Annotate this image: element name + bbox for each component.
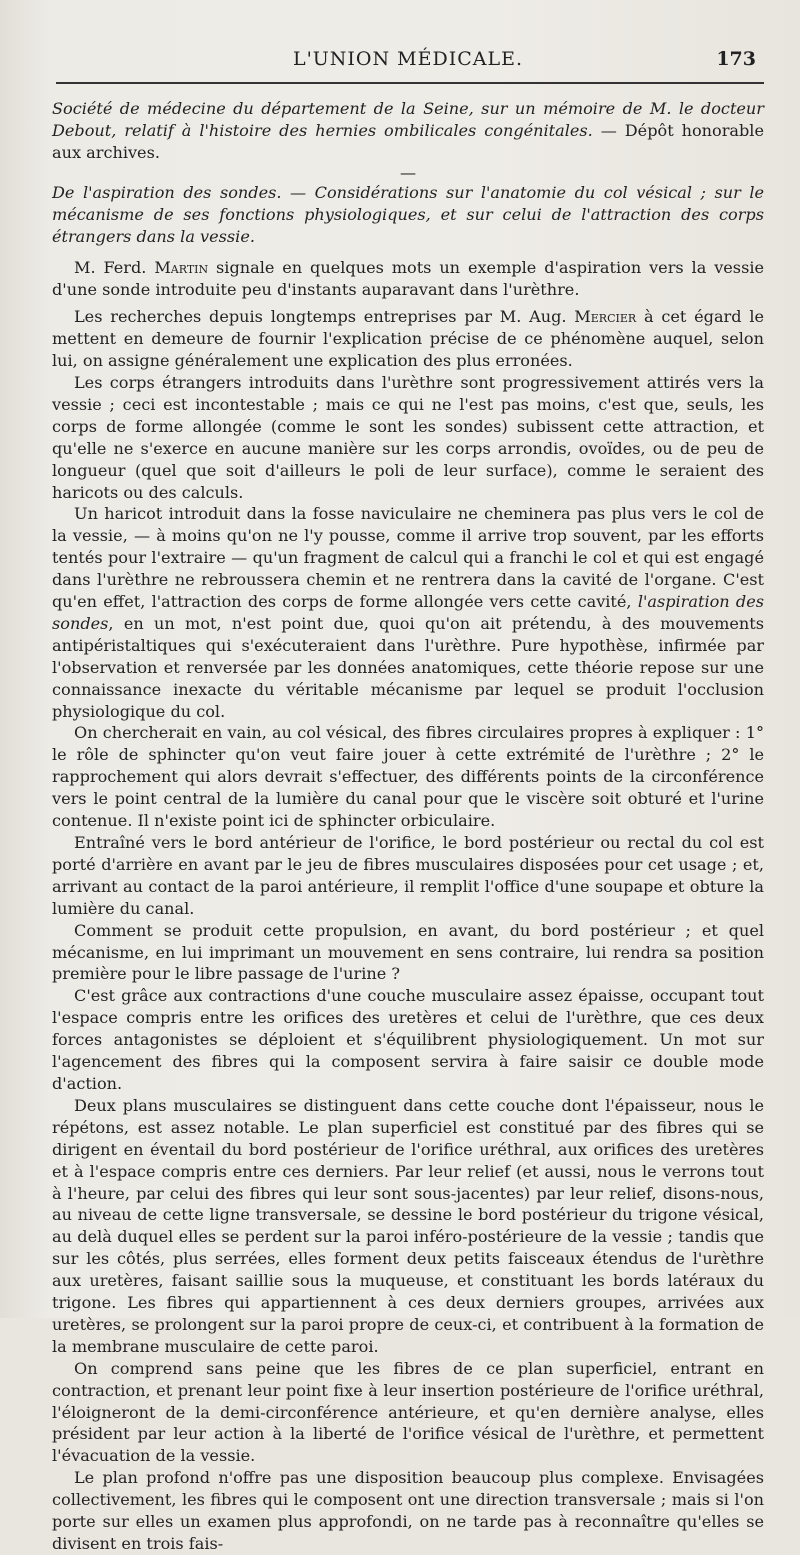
page-header: [52, 44, 764, 78]
author-name-mercier: Mercier: [574, 307, 637, 327]
paragraph-text: signale en quelques mots un exemple d'aspiration vers la vessie d'une sonde introduite peu d'instants auparavant dans l'urèthre.: [52, 258, 764, 300]
paragraph-bord-anterieur: Entraîné vers le bord antérieur de l'orifice, le bord postérieur ou rectal du col est porté d'arrière en avant par le jeu de fibres musculaires disposées pour cet usage ; et, arrivant au contact de la paroi antérieure, il remplit l'office d'une soupape et obture la lumière du canal.: [52, 833, 764, 918]
running-title: L'UNION MÉDICALE.: [292, 48, 524, 70]
item-report-title: Société de médecine du département de la Seine, sur un mémoire de M. le docteur Debout, relatif à l'histoire des hernies ombilicales congénitales. —: [52, 99, 764, 140]
paragraph-text: , en un mot, n'est point due, quoi qu'on ait prétendu, à des mouvements antipéristaltiques qui s'exécuteraient dans l'urèthre. Pure hypothèse, infirmée par l'observation et renversée par les données anatomiques, cette théorie repose sur une connaissance inexacte du véritable mécanisme par lequel se produit l'occlusion physiologique du col.: [52, 613, 764, 721]
page-number: 173: [716, 48, 756, 70]
paragraph-plan-profond: Le plan profond n'offre pas une disposition beaucoup plus complexe. Envisagées collectivement, les fibres qui le composent ont une direction transversale ; mais si l'on porte sur elles un examen plus approfondi, on ne tarde pas à reconnaître qu'elles se divisent en trois fais-: [52, 1468, 764, 1553]
paragraph-propulsion: Comment se produit cette propulsion, en avant, du bord postérieur ; et quel mécanisme, en lui imprimant un mouvement en sens contraire, lui rendra sa position première pour le libre passage de l'urine ?: [52, 920, 764, 984]
paragraph-martin: [52, 257, 764, 301]
paragraph-couche-musculaire: C'est grâce aux contractions d'une couche musculaire assez épaisse, occupant tout l'espace compris entre les orifices des uretères et celui de l'urèthre, que ces deux forces antagonistes se déploient et s'équilibrent physiologiquement. Un mot sur l'agencement des fibres qui la composent servira à faire saisir ce double mode d'action.: [52, 986, 764, 1093]
paragraph-text: Les recherches depuis longtemps entreprises par M. Aug.: [74, 307, 575, 327]
paragraph-mercier: [52, 306, 764, 372]
header-rule: [56, 82, 764, 84]
paragraph-text: à cet égard le mettent en demeure de fournir l'explication précise de ce phénomène auquel, selon lui, on assigne généralement une explication des plus erronées.: [52, 307, 764, 371]
item-report-debout: [52, 98, 764, 164]
paragraph-corps-etrangers: Les corps étrangers introduits dans l'urèthre sont progressivement attirés vers la vessie ; ceci est incontestable ; mais ce qui ne l'est pas moins, c'est que, seuls, les corps de forme allongée (comme le sont les sondes) subissent cette attraction, et qu'elle ne s'exerce en aucune manière sur les corps arrondis, ovoïdes, ou de peu de longueur (quel que soit d'ailleurs le poli de leur surface), comme le seraient des haricots ou des calculs.: [52, 372, 764, 502]
section-separator: —: [399, 162, 417, 182]
paragraph-text: M. Ferd.: [74, 258, 155, 278]
emphasis-aspiration: l'aspiration des sondes: [52, 592, 764, 633]
article-body: [52, 98, 764, 1555]
paragraph-plan-superficiel: On comprend sans peine que les fibres de ce plan superficiel, entrant en contraction, et prenant leur point fixe à leur insertion postérieure de l'orifice uréthral, l'éloigneront de la demi-circonférence antérieure, et qu'en dernière analyse, elles président par leur action à la liberté de l'orifice vésical de l'urèthre, et permettent l'évacuation de la vessie.: [52, 1358, 764, 1466]
item-report-decision: Dépôt honorable aux archives.: [52, 120, 764, 162]
section-heading: De l'aspiration des sondes. — Considérations sur l'anatomie du col vésical ; sur le mécanisme de ses fonctions physiologiques, et sur celui de l'attraction des corps étrangers dans la vessie.: [52, 182, 764, 246]
author-name-martin: Martin: [154, 258, 209, 278]
paragraph-text: Un haricot introduit dans la fosse naviculaire ne cheminera pas plus vers le col de la vessie, — à moins qu'on ne l'y pousse, comme il arrive trop souvent, par les efforts tentés pour l'extraire — qu'un fragment de calcul qui a franchi le col et qui est engagé dans l'urèthre ne rebroussera chemin et ne rentrera dans la cavité de l'organe. C'est qu'en effet, l'attraction des corps de forme allongée vers cette cavité,: [52, 504, 764, 612]
paragraph-haricot: [52, 503, 764, 722]
paragraph-sphincter: On chercherait en vain, au col vésical, des fibres circulaires propres à expliquer : 1° le rôle de sphincter qu'on veut faire jouer à cette extrémité de l'urèthre ; 2° le rapprochement qui alors devrait s'effectuer, des différents points de la circonférence vers le point central de la lumière du canal pour que le viscère soit obturé et l'urine contenue. Il n'existe point ici de sphincter orbiculaire.: [52, 723, 764, 831]
paragraph-plans-musculaires: Deux plans musculaires se distinguent dans cette couche dont l'épaisseur, nous le répétons, est assez notable. Le plan superficiel est constitué par des fibres qui se dirigent en éventail du bord postérieur de l'orifice uréthral, aux orifices des uretères et à l'espace compris entre ces derniers. Par leur relief (et aussi, nous le verrons tout à l'heure, par celui des fibres qui leur sont sous-jacentes) par leur relief, disons-nous, au niveau de cette ligne transversale, se dessine le bord postérieur du trigone vésical, au delà duquel elles se perdent sur la paroi inféro-postérieure de la vessie ; tandis que sur les côtés, plus serrées, elles forment deux petits faisceaux étendus de l'urèthre aux uretères, faisant saillie sous la muqueuse, et constituant les bords latéraux du trigone. Les fibres qui appartiennent à ces deux derniers groupes, arrivées aux uretères, se prolongent sur la paroi propre de ceux-ci, et contribuent à la formation de la membrane musculaire de cette paroi.: [52, 1095, 764, 1356]
